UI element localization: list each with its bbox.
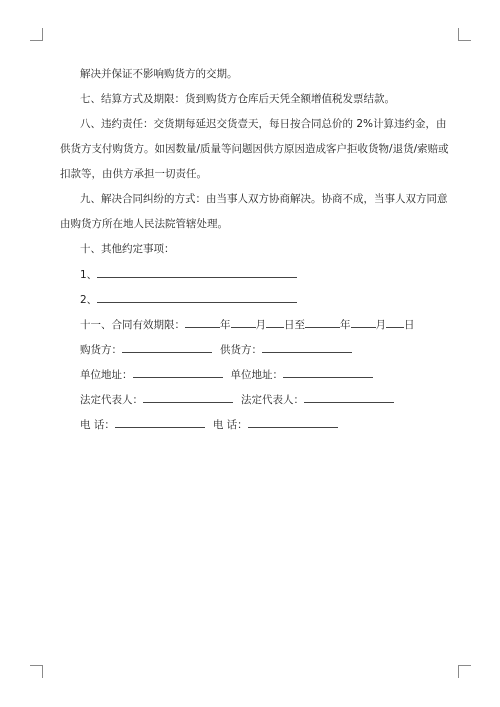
supplier-phone-label: 电 话： (212, 419, 248, 431)
supplier-blank (262, 337, 352, 353)
validity-day-to: 日至 (284, 319, 305, 331)
liability-clause-line-1: 八、违约责任：交货期每延迟交货壹天，每日按合同总价的 2%计算违约金，由 (80, 118, 447, 130)
settlement-clause: 七、结算方式及期限：货到购货方仓库后天凭全额增值税发票结款。 (80, 93, 395, 105)
parties-row (60, 337, 445, 362)
validity-year-1: 年 (220, 319, 231, 331)
supplier-phone-blank (248, 412, 338, 428)
validity-start-year-blank (185, 312, 220, 328)
validity-year-2: 年 (340, 319, 351, 331)
crop-mark-bottom-right (458, 665, 471, 678)
dispute-clause-line-2: 由购货方所在地人民法院管辖处理。 (60, 218, 228, 230)
validity-start-month-blank (231, 312, 256, 328)
address-row (60, 362, 445, 387)
contract-body (60, 62, 449, 437)
supplier-representative-blank (304, 387, 394, 403)
liability-clause-line-3: 扣款等，由供方承担一切责任。 (60, 168, 207, 180)
buyer-address-blank (133, 362, 223, 378)
buyer-label: 购货方： (80, 344, 122, 356)
buyer-representative-blank (143, 387, 233, 403)
item-1-label: 1、 (80, 269, 98, 281)
phone-row (60, 412, 445, 437)
other-terms-heading: 十、其他约定事项： (80, 243, 175, 255)
supplier-address-label: 单位地址： (230, 369, 283, 381)
validity-label: 十一、合同有效期限： (80, 319, 185, 331)
validity-month-2: 月 (375, 319, 386, 331)
crop-mark-top-right (458, 28, 471, 41)
dispute-clause-line-1: 九、解决合同纠纷的方式：由当事人双方协商解决。协商不成，当事人双方同意 (80, 193, 448, 205)
validity-month-1: 月 (255, 319, 266, 331)
crop-mark-bottom-left (30, 665, 43, 678)
item-2-label: 2、 (80, 294, 98, 306)
validity-end-month-blank (351, 312, 376, 328)
liability-clause-line-2: 供货方支付购货方。如因数量/质量等问题因供方原因造成客户拒收货物/退货/索赔或 (60, 143, 449, 155)
buyer-address-label: 单位地址： (80, 369, 133, 381)
item-1-blank-line (97, 262, 297, 278)
buyer-phone-blank (115, 412, 205, 428)
buyer-representative-label: 法定代表人： (80, 394, 143, 406)
item-2-blank-line (97, 287, 297, 303)
validity-day-2: 日 (404, 319, 415, 331)
supplier-representative-label: 法定代表人： (241, 394, 304, 406)
validity-end-day-blank (386, 312, 404, 328)
supplier-label: 供货方： (220, 344, 262, 356)
representative-row (60, 387, 445, 412)
crop-mark-top-left (30, 28, 43, 41)
validity-start-day-blank (266, 312, 284, 328)
other-term-item-2 (60, 287, 445, 312)
validity-end-year-blank (305, 312, 340, 328)
delivery-clause-tail: 解决并保证不影响购货方的交期。 (80, 68, 238, 80)
buyer-blank (122, 337, 212, 353)
supplier-address-blank (283, 362, 373, 378)
other-term-item-1 (60, 262, 445, 287)
buyer-phone-label: 电 话： (80, 419, 115, 431)
validity-period-row (60, 312, 445, 337)
